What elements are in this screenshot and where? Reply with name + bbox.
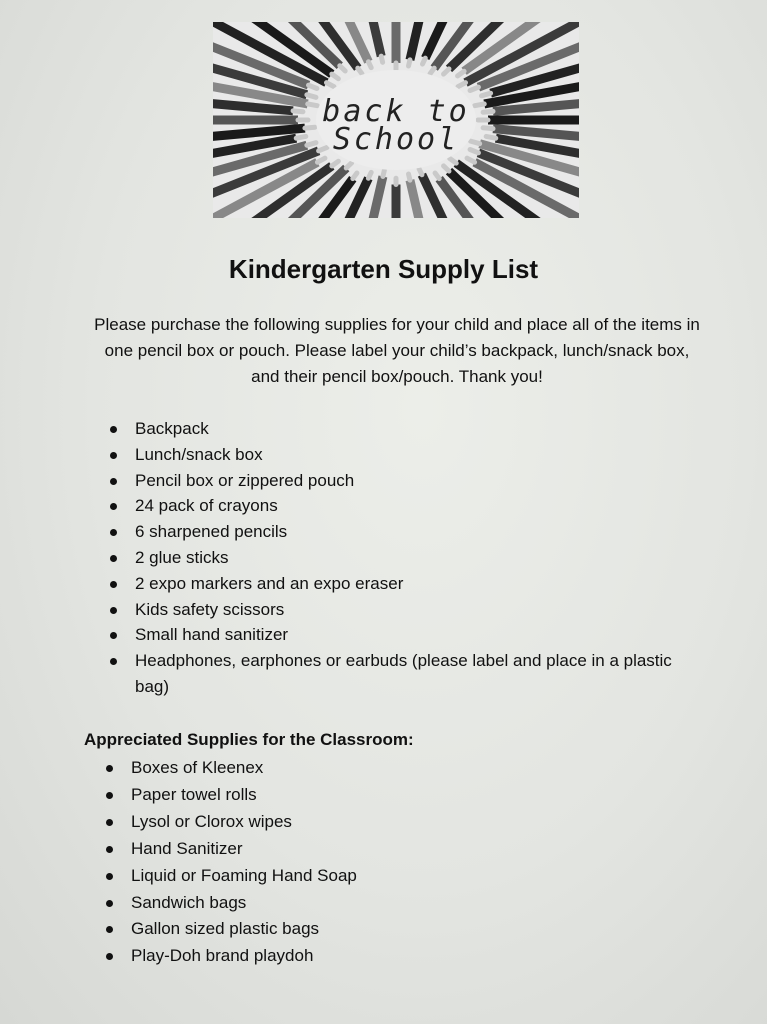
list-item: Liquid or Foaming Hand Soap: [104, 863, 704, 890]
banner-line-2: School: [332, 122, 460, 157]
banner-line-1: back to: [322, 94, 470, 129]
list-item: 24 pack of crayons: [108, 493, 708, 519]
list-item: Pencil box or zippered pouch: [108, 468, 708, 494]
page-title: Kindergarten Supply List: [228, 254, 539, 284]
list-item: 6 sharpened pencils: [108, 519, 708, 545]
intro-paragraph: Please purchase the following supplies for your child and place all of the items in one pencil box or pouch. Please label your child’s backpack, lunch/snack box, and their pencil box/pouch. Thank you!: [94, 315, 700, 386]
supply-list: [108, 416, 708, 700]
list-item: Play-Doh brand playdoh: [104, 943, 704, 970]
list-item: Gallon sized plastic bags: [104, 916, 704, 943]
list-item: 2 expo markers and an expo eraser: [108, 571, 708, 597]
list-item: Hand Sanitizer: [104, 836, 704, 863]
list-item: Sandwich bags: [104, 890, 704, 917]
list-item: Headphones, earphones or earbuds (please label and place in a plastic bag): [108, 648, 708, 700]
classroom-supply-list: [104, 755, 704, 970]
list-item: Lunch/snack box: [108, 442, 708, 468]
list-item: Kids safety scissors: [108, 597, 708, 623]
list-item: 2 glue sticks: [108, 545, 708, 571]
back-to-school-banner: [213, 22, 579, 218]
list-item: Backpack: [108, 416, 708, 442]
list-item: Paper towel rolls: [104, 782, 704, 809]
classroom-supplies-heading: Appreciated Supplies for the Classroom:: [84, 730, 414, 749]
banner-text: [213, 22, 579, 218]
list-item: Lysol or Clorox wipes: [104, 809, 704, 836]
list-item: Small hand sanitizer: [108, 622, 708, 648]
list-item: Boxes of Kleenex: [104, 755, 704, 782]
